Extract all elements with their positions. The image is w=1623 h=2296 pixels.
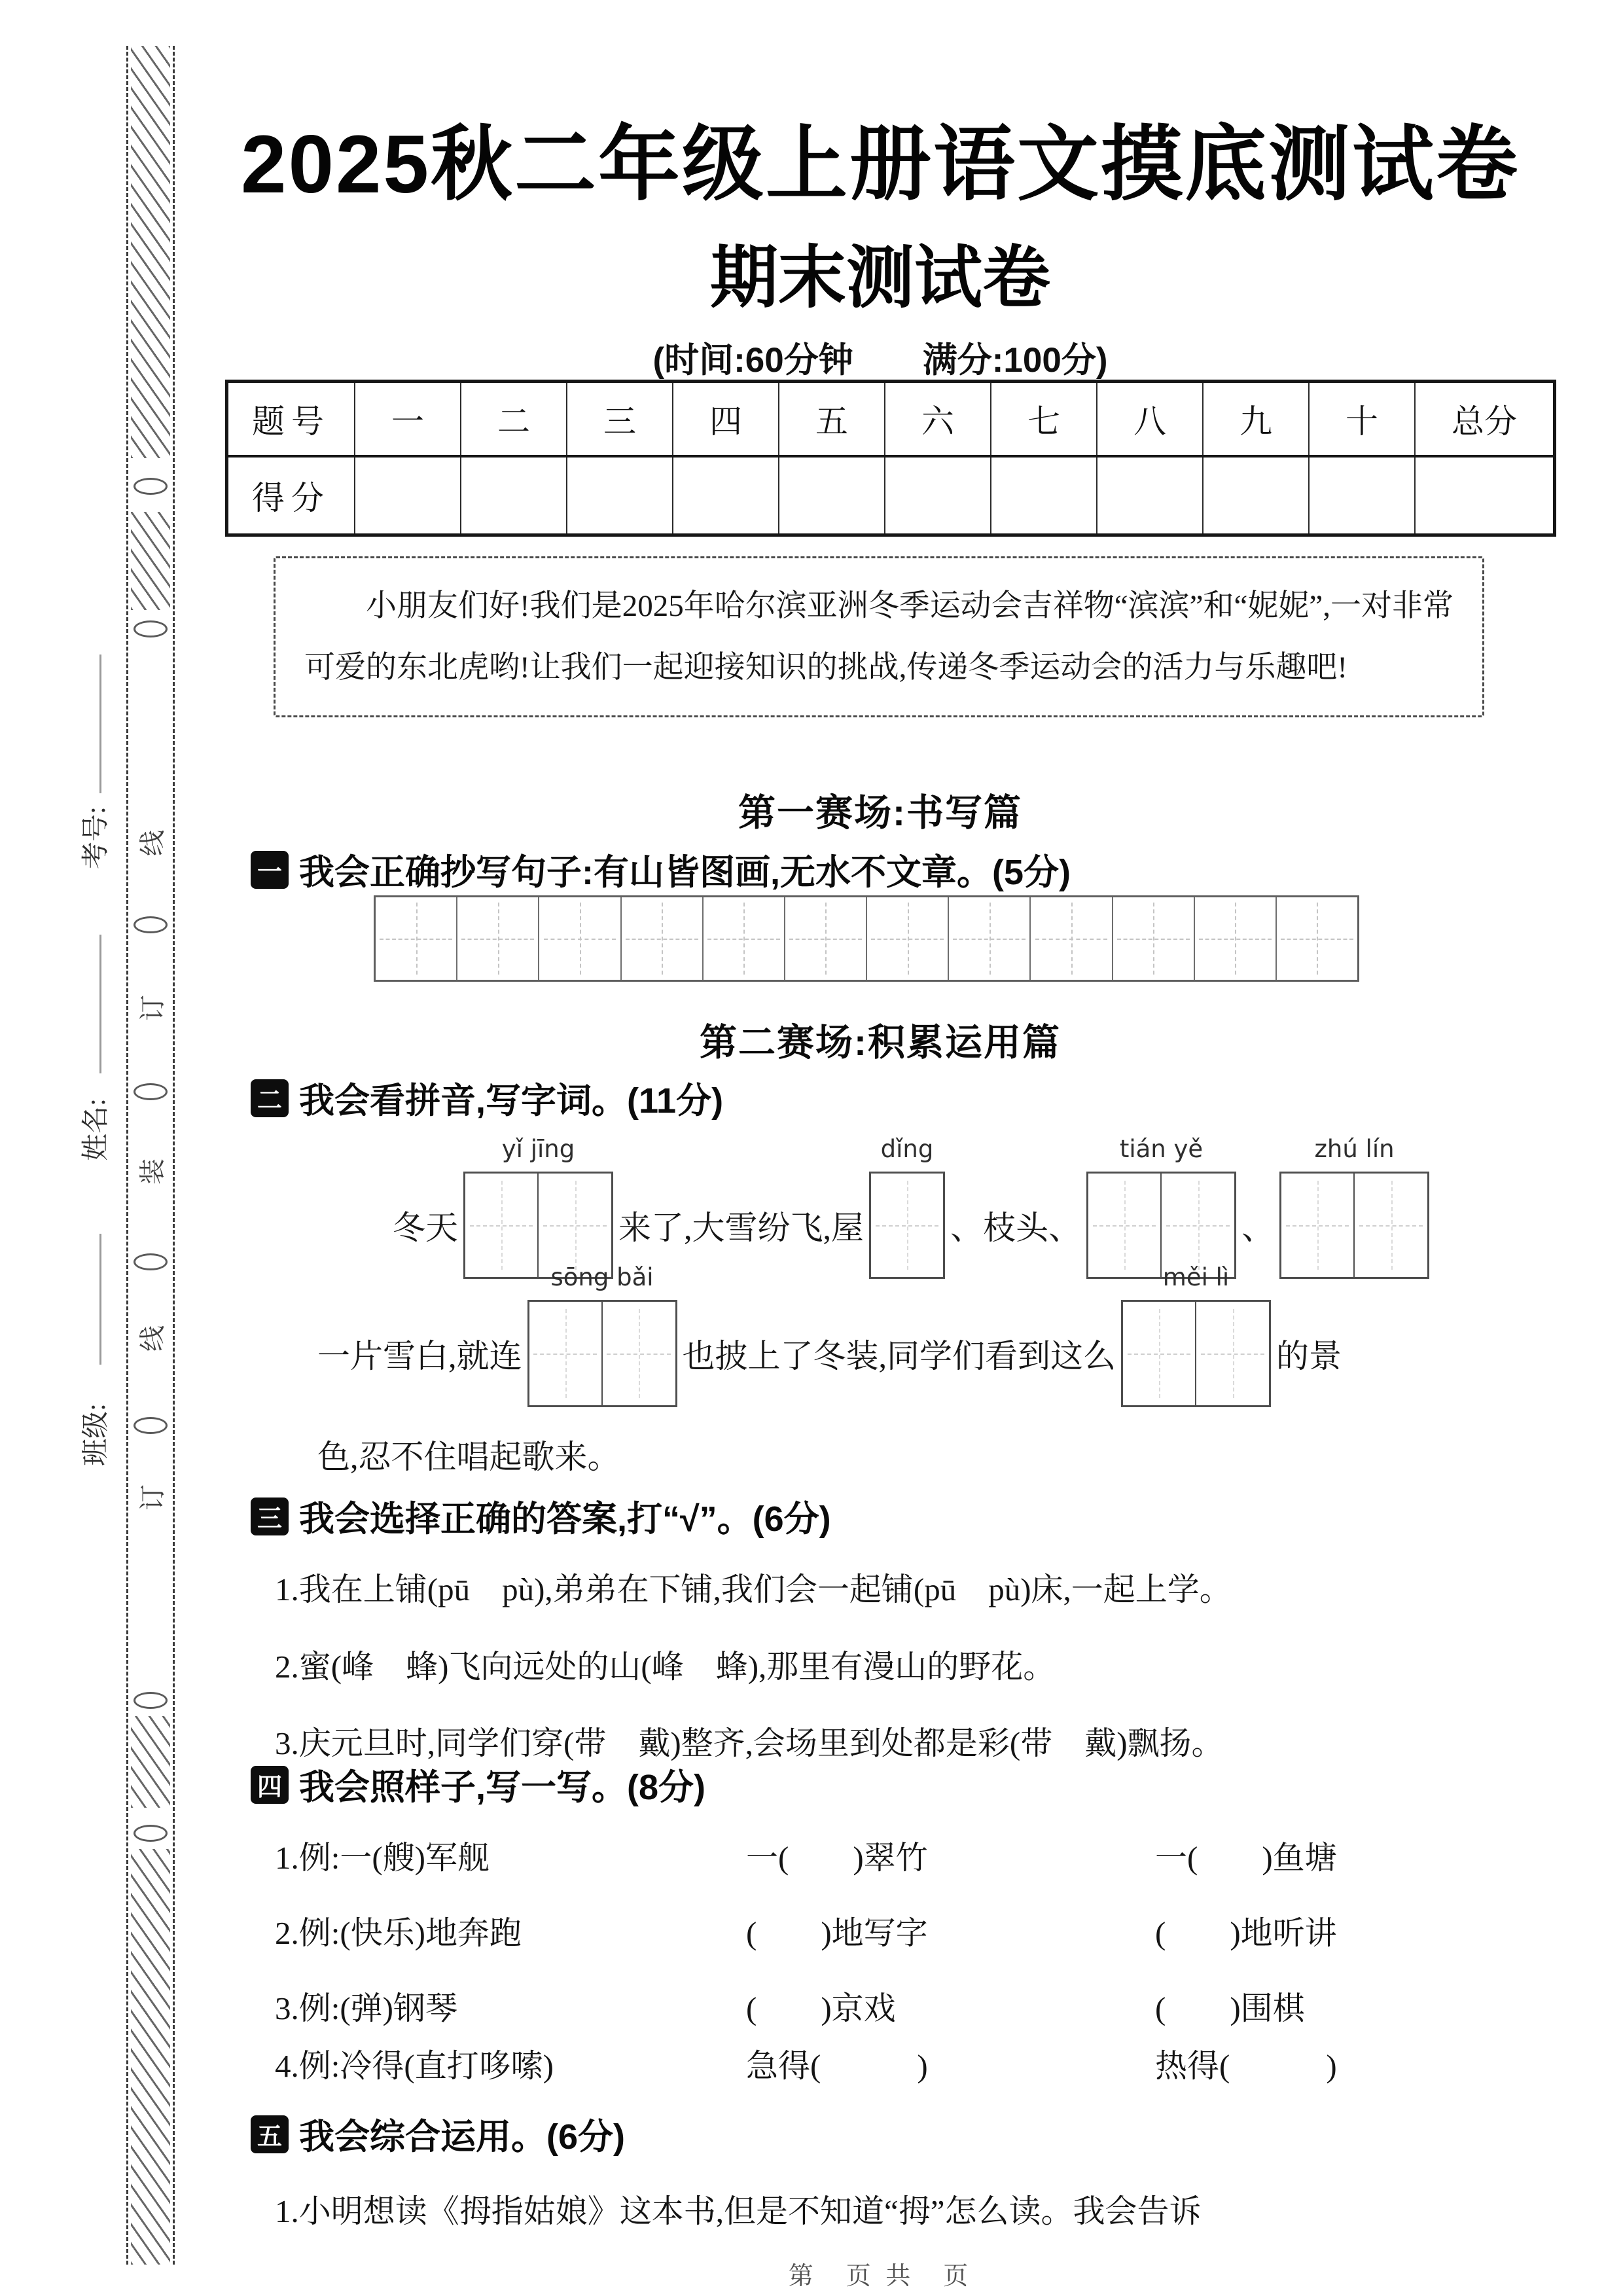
score-input-cell[interactable] — [990, 457, 1096, 533]
question-number-header: 题号 — [252, 403, 330, 440]
example-phrase: 2.例:(快乐)地奔跑 — [275, 1915, 522, 1951]
binding-line-char: 订 — [137, 995, 168, 1021]
sentence-text: 冬天 — [393, 1210, 458, 1246]
name-line — [99, 935, 101, 1073]
score-col: 四 — [672, 383, 778, 455]
pinyin-label: zhú lín — [1314, 1135, 1395, 1163]
question-3-number-icon: 三 — [251, 1498, 289, 1535]
handwriting-cell[interactable] — [1275, 897, 1357, 980]
pinyin-label: dǐng — [880, 1135, 934, 1163]
binding-strip — [126, 46, 175, 2265]
character-box[interactable] — [1279, 1172, 1355, 1279]
binding-line-char: 线 — [137, 830, 168, 856]
punch-hole-icon — [134, 1417, 168, 1434]
example-phrase: 4.例:冷得(直打哆嗦) — [275, 2048, 554, 2084]
binding-line-char: 装 — [137, 1158, 168, 1185]
total-score-input-cell[interactable] — [1414, 457, 1553, 533]
fill-blank-phrase: ( )地写字 — [746, 1915, 928, 1951]
question-4-row-1 — [275, 1833, 1505, 1874]
answer-box-group[interactable] — [869, 1135, 945, 1279]
character-box[interactable] — [1121, 1300, 1197, 1407]
sentence-text: 的景 — [1276, 1338, 1342, 1374]
paper-title: 2025秋二年级上册语文摸底测试卷 — [240, 119, 1520, 210]
punch-hole-icon — [134, 1692, 168, 1709]
score-col: 三 — [566, 383, 672, 455]
handwriting-cell[interactable] — [866, 897, 948, 980]
punch-hole-icon — [134, 1825, 168, 1842]
pinyin-sentence-line-2 — [317, 1263, 1342, 1408]
question-5-item-1: 1.小明想读《拇指姑娘》这本书,但是不知道“拇”怎么读。我会告诉 — [275, 2193, 1202, 2229]
question-2-header — [251, 1073, 723, 1123]
handwriting-cell[interactable] — [784, 897, 866, 980]
question-1-number-icon: 一 — [251, 851, 289, 889]
question-4-row-2 — [275, 1908, 1505, 1950]
score-input-cell[interactable] — [1308, 457, 1414, 533]
character-box[interactable] — [1353, 1172, 1429, 1279]
page-footer: 第 页 共 页 — [788, 2263, 972, 2290]
score-col: 一 — [354, 383, 460, 455]
question-3-item-1: 1.我在上铺(pū pù),弟弟在下铺,我们会一起铺(pū pù)床,一起上学。 — [275, 1571, 1232, 1607]
handwriting-cell[interactable] — [1194, 897, 1275, 980]
fill-blank-phrase: ( )地听讲 — [1155, 1915, 1337, 1951]
section-1-header: 第一赛场:书写篇 — [738, 792, 1022, 834]
score-input-cell[interactable] — [566, 457, 672, 533]
character-box[interactable] — [601, 1300, 677, 1407]
exam-number-line — [99, 655, 101, 793]
question-3-item-3: 3.庆元旦时,同学们穿(带 戴)整齐,会场里到处都是彩(带 戴)飘扬。 — [275, 1725, 1224, 1761]
score-col: 八 — [1096, 383, 1202, 455]
score-col: 十 — [1308, 383, 1414, 455]
question-3-item-2: 2.蜜(峰 蜂)飞向远处的山(峰 蜂),那里有漫山的野花。 — [275, 1649, 1056, 1685]
score-row-header: 得分 — [252, 480, 330, 516]
character-box[interactable] — [869, 1172, 945, 1279]
question-5-number-icon: 五 — [251, 2115, 289, 2153]
punch-hole-icon — [134, 1083, 168, 1100]
score-table — [225, 380, 1556, 537]
section-2-header: 第二赛场:积累运用篇 — [700, 1022, 1061, 1064]
handwriting-cell[interactable] — [702, 897, 784, 980]
handwriting-grid — [374, 895, 1359, 982]
score-col: 六 — [884, 383, 990, 455]
fill-blank-phrase: ( )京戏 — [746, 1990, 896, 2026]
punch-hole-icon — [134, 620, 168, 637]
question-1-title: 我会正确抄写句子:有山皆图画,无水不文章。(5分) — [299, 853, 1071, 892]
question-4-row-3 — [275, 1983, 1505, 2025]
question-1-header — [251, 844, 1071, 895]
score-col: 五 — [778, 383, 884, 455]
handwriting-cell[interactable] — [620, 897, 702, 980]
class-label: 班级: — [80, 1403, 111, 1466]
hatch-pattern — [131, 512, 170, 610]
score-input-cell[interactable] — [778, 457, 884, 533]
answer-box-group[interactable] — [527, 1263, 677, 1407]
total-score-header: 总分 — [1414, 383, 1553, 455]
score-input-cell[interactable] — [672, 457, 778, 533]
score-input-cell[interactable] — [884, 457, 990, 533]
score-input-cell[interactable] — [354, 457, 460, 533]
score-col: 九 — [1202, 383, 1308, 455]
pinyin-label: yǐ jīng — [501, 1135, 575, 1163]
score-table-score-row — [228, 455, 1553, 533]
binding-line-char: 订 — [137, 1484, 168, 1511]
pinyin-label: měi lì — [1162, 1263, 1230, 1291]
binding-line-char: 线 — [137, 1325, 168, 1352]
question-5-header — [251, 2109, 625, 2159]
answer-box-group[interactable] — [1279, 1135, 1429, 1279]
question-2-title: 我会看拼音,写字词。(11分) — [299, 1081, 724, 1121]
question-4-row-4 — [275, 2041, 1505, 2083]
score-table-header-row — [228, 383, 1553, 455]
score-input-cell[interactable] — [1096, 457, 1202, 533]
handwriting-cell[interactable] — [1112, 897, 1194, 980]
question-4-number-icon: 四 — [251, 1766, 289, 1804]
handwriting-cell[interactable] — [948, 897, 1029, 980]
score-input-cell[interactable] — [460, 457, 566, 533]
pinyin-label: sōng bǎi — [550, 1263, 654, 1291]
exam-number-label: 考号: — [80, 806, 111, 869]
class-line — [99, 1234, 101, 1365]
pinyin-sentence-line-3 — [317, 1435, 620, 1474]
question-2-number-icon: 二 — [251, 1079, 289, 1117]
fill-blank-phrase: 急得( ) — [746, 2048, 928, 2084]
hatch-pattern — [131, 1849, 170, 2265]
handwriting-cell[interactable] — [1029, 897, 1111, 980]
intro-text: 小朋友们好!我们是2025年哈尔滨亚洲冬季运动会吉祥物“滨滨”和“妮妮”,一对非常可爱的东北虎哟!让我们一起迎接知识的挑战,传递冬季运动会的活力与乐趣吧! — [304, 589, 1454, 685]
sentence-text: 色,忍不住唱起歌来。 — [317, 1439, 620, 1475]
score-input-cell[interactable] — [1202, 457, 1308, 533]
sentence-text: 、枝头、 — [950, 1210, 1081, 1246]
example-phrase: 1.例:一(艘)军舰 — [275, 1840, 490, 1876]
punch-hole-icon — [134, 916, 168, 933]
hatch-pattern — [131, 1716, 170, 1808]
punch-hole-icon — [134, 1253, 168, 1270]
intro-message-box — [274, 556, 1484, 717]
sentence-text: 、 — [1241, 1210, 1274, 1246]
character-box[interactable] — [527, 1300, 603, 1407]
example-phrase: 3.例:(弹)钢琴 — [275, 1990, 457, 2026]
handwriting-cell[interactable] — [376, 897, 456, 980]
question-5-title: 我会综合运用。(6分) — [299, 2117, 625, 2157]
fill-blank-phrase: 一( )鱼塘 — [1155, 1840, 1337, 1876]
fill-blank-phrase: 热得( ) — [1155, 2048, 1337, 2084]
handwriting-cell[interactable] — [538, 897, 620, 980]
sentence-text: 来了,大雪纷飞,屋 — [618, 1210, 864, 1246]
answer-box-group[interactable] — [1121, 1263, 1271, 1407]
fill-blank-phrase: ( )围棋 — [1155, 1990, 1305, 2026]
score-col: 七 — [990, 383, 1096, 455]
sentence-text: 也披上了冬装,同学们看到这么 — [682, 1338, 1116, 1374]
fill-blank-phrase: 一( )翠竹 — [746, 1840, 928, 1876]
handwriting-cell[interactable] — [456, 897, 538, 980]
question-4-title: 我会照样子,写一写。(8分) — [299, 1768, 705, 1807]
character-box[interactable] — [1195, 1300, 1271, 1407]
hatch-pattern — [131, 46, 170, 458]
question-3-title: 我会选择正确的答案,打“√”。(6分) — [299, 1499, 831, 1539]
question-4-header — [251, 1759, 705, 1810]
paper-subtitle: 期末测试卷 — [709, 240, 1050, 316]
time-score-line: (时间:60分钟 满分:100分) — [652, 341, 1108, 380]
score-col: 二 — [460, 383, 566, 455]
question-3-header — [251, 1491, 831, 1541]
sentence-text: 一片雪白,就连 — [317, 1338, 522, 1374]
name-label: 姓名: — [80, 1098, 111, 1161]
punch-hole-icon — [134, 478, 168, 495]
pinyin-label: tián yě — [1119, 1135, 1204, 1163]
